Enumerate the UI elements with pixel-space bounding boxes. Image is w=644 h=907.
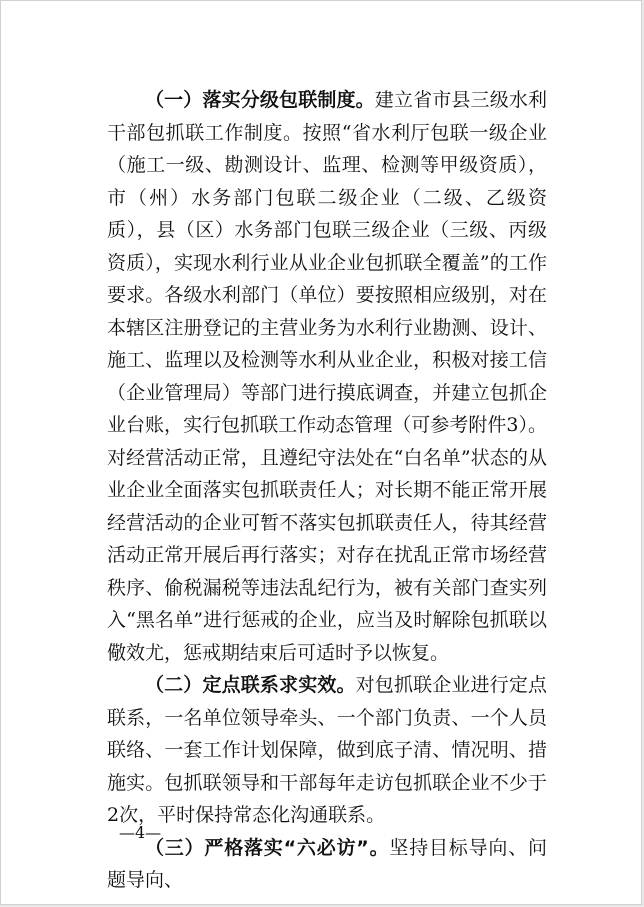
paragraph-3 [107,832,547,897]
paragraph-1-heading: （一）落实分级包联制度。 [145,89,375,111]
paragraph-2-heading: （二）定点联系求实效。 [145,674,356,696]
paragraph-3-text: 坚持目标导向、问题导向、 [107,836,547,891]
paragraph-1 [107,84,547,669]
paragraph-3-heading: （三）严格落实“六必访”。 [145,836,390,859]
paragraph-1-text: 建立省市县三级水利干部包抓联工作制度。按照“省水利厅包联一级企业（施工一级、勘测设计、监理、检测等甲级资质），市（州）水务部门包联二级企业（二级、乙级资质），县（区）水务部门包联三级企业（三级、丙级资质），实现水利行业从业企业包抓联全覆盖”的工作要求。各级水利部门（单位）要按照相应级别，对在本辖区注册登记的主营业务为水利行业勘测、设计、施工、监理以及检测等水利从业企业，积极对接工信（企业管理局）等部门进行摸底调查，并建立包抓企业台账，实行包抓联工作动态管理（可参考附件3）。对经营活动正常，且遵纪守法处在“白名单”状态的从业企业全面落实包抓联责任人；对长期不能正常开展经营活动的企业可暂不落实包抓联责任人，待其经营活动正常开展后再行落实；对存在扰乱正常市场经营秩序、偷税漏税等违法乱纪行为，被有关部门查实列入“黑名单”进行惩戒的企业，应当及时解除包抓联以儆效尤，惩戒期结束后可适时予以恢复。 [107,89,547,664]
paragraph-2-text: 对包抓联企业进行定点联系，一名单位领导牵头、一个部门负责、一个人员联络、一套工作计划保障，做到底子清、情况明、措施实。包抓联领导和干部每年走访包抓联企业不少于2次，平时保持常态化沟通联系。 [107,674,547,826]
page-number: —4— [119,823,162,842]
document-body [107,84,547,897]
paragraph-2 [107,669,547,832]
